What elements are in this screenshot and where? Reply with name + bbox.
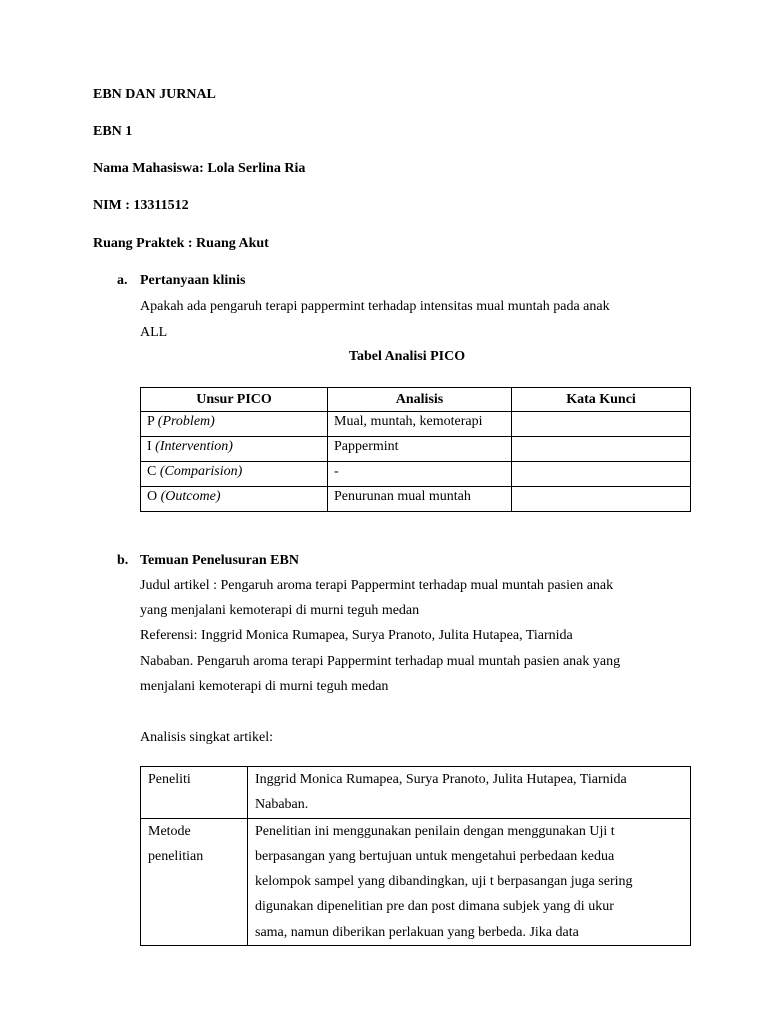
row-content-cell [248, 818, 691, 945]
student-nim: NIM : 13311512 [93, 198, 189, 213]
content-line: sama, namun diberikan perlakuan yang berbeda. Jika data [255, 924, 579, 940]
table-row [141, 462, 691, 487]
column-header-unsur-pico: Unsur PICO [141, 388, 328, 412]
content-line: digunakan dipenelitian pre dan post dimana subjek yang di ukur [255, 899, 614, 915]
content-line: Inggrid Monica Rumapea, Surya Pranoto, Julita Hutapea, Tiarnida [255, 772, 627, 787]
pico-table-title: Tabel Analisi PICO [348, 349, 466, 364]
reference-line-3: menjalani kemoterapi di murni teguh medan [140, 679, 389, 694]
kata-kunci-cell [512, 462, 691, 487]
article-title-line-1: Judul artikel : Pengaruh aroma terapi Pappermint terhadap mual muntah pasien anak [140, 578, 614, 593]
column-header-analisis: Analisis [328, 388, 512, 412]
pico-element-cell: P (Problem) [141, 412, 328, 437]
content-line: Nababan. [255, 797, 309, 813]
pico-header-row [141, 388, 691, 412]
row-label-penelitian: penelitian [148, 848, 204, 864]
content-line: berpasangan yang bertujuan untuk mengetahui perbedaan kedua [255, 848, 615, 864]
analisis-cell: Penurunan mual muntah [328, 487, 512, 512]
table-row [141, 818, 691, 945]
content-line: kelompok sampel yang dibandingkan, uji t berpasangan juga sering [255, 874, 633, 890]
table-row [141, 487, 691, 512]
analisis-cell: Mual, muntah, kemoterapi [328, 412, 512, 437]
document-title: EBN DAN JURNAL [93, 87, 216, 102]
row-label-peneliti: Peneliti [148, 772, 191, 787]
kata-kunci-cell [512, 412, 691, 437]
student-name: Nama Mahasiswa: Lola Serlina Ria [93, 161, 306, 176]
row-content-cell [248, 767, 691, 819]
table-row [141, 437, 691, 462]
kata-kunci-cell [512, 437, 691, 462]
practice-room: Ruang Praktek : Ruang Akut [93, 236, 269, 251]
pico-table [140, 387, 691, 512]
row-label-metode: Metode [148, 823, 191, 839]
kata-kunci-cell [512, 487, 691, 512]
row-label-cell [141, 767, 248, 819]
clinical-question-line-1: Apakah ada pengaruh terapi pappermint terhadap intensitas mual muntah pada anak [140, 299, 610, 314]
section-a-marker: a. [117, 273, 128, 288]
section-b-marker: b. [117, 553, 129, 568]
table-row [141, 412, 691, 437]
pico-element-cell: O (Outcome) [141, 487, 328, 512]
analisis-cell: Pappermint [328, 437, 512, 462]
ebn-number: EBN 1 [93, 124, 133, 139]
analisis-cell: - [328, 462, 512, 487]
section-a-heading: Pertanyaan klinis [140, 273, 246, 288]
analysis-label: Analisis singkat artikel: [140, 730, 273, 745]
reference-line-2: Nababan. Pengaruh aroma terapi Pappermint terhadap mual muntah pasien anak yang [140, 654, 621, 669]
pico-element-cell: C (Comparision) [141, 462, 328, 487]
table-row [141, 767, 691, 819]
article-analysis-table [140, 766, 691, 946]
section-b-heading: Temuan Penelusuran EBN [140, 553, 299, 568]
column-header-kata-kunci: Kata Kunci [512, 388, 691, 412]
article-title-line-2: yang menjalani kemoterapi di murni teguh medan [140, 603, 420, 618]
content-line: Penelitian ini menggunakan penilain dengan menggunakan Uji t [255, 823, 615, 839]
row-label-cell [141, 818, 248, 945]
clinical-question-line-2: ALL [140, 325, 168, 340]
pico-element-cell: I (Intervention) [141, 437, 328, 462]
reference-line-1: Referensi: Inggrid Monica Rumapea, Surya Pranoto, Julita Hutapea, Tiarnida [140, 628, 573, 643]
